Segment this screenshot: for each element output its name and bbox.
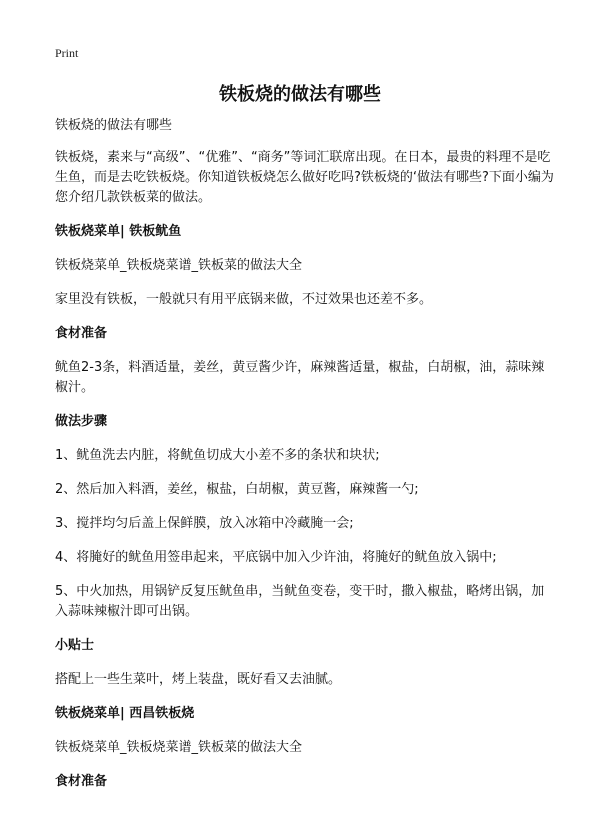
step-item: 5、中火加热，用锅铲反复压鱿鱼串，当鱿鱼变卷，变干时，撒入椒盐，略烤出锅，加入蒜味辣椒汁即可出锅。	[55, 584, 545, 619]
ingredients-heading: 食材准备	[55, 774, 108, 789]
section-heading-squid: 铁板烧菜单| 铁板鱿鱼	[55, 224, 182, 239]
steps-heading: 做法步骤	[55, 414, 108, 429]
step-item: 1、鱿鱼洗去内脏，将鱿鱼切成大小差不多的条状和块状;	[55, 448, 380, 463]
step-item: 4、将腌好的鱿鱼用签串起来，平底锅中加入少许油，将腌好的鱿鱼放入锅中;	[55, 550, 497, 565]
tips-paragraph: 搭配上一些生菜叶，烤上装盘，既好看又去油腻。	[55, 672, 342, 687]
intro-paragraph: 铁板烧，素来与“高级”、“优雅”、“商务”等词汇联席出现。在日本，最贵的料理不是吃生鱼，而是去吃铁板烧。你知道铁板烧怎么做好吃吗?铁板烧的‘做法有哪些?下面小编为您介绍几款铁板菜的做法。	[55, 150, 554, 205]
page-title: 铁板烧的做法有哪些	[219, 84, 381, 105]
step-item: 3、搅拌均匀后盖上保鲜膜，放入冰箱中冷藏腌一会;	[55, 516, 354, 531]
print-link[interactable]: Print	[55, 46, 79, 60]
source-line: 铁板烧菜单_铁板烧菜谱_铁板菜的做法大全	[55, 258, 303, 273]
source-line: 铁板烧菜单_铁板烧菜谱_铁板菜的做法大全	[55, 740, 303, 755]
article-body	[55, 116, 555, 792]
ingredients-paragraph: 鱿鱼2-3条，料酒适量，姜丝，黄豆酱少许，麻辣酱适量，椒盐，白胡椒，油，蒜味辣椒汁。	[55, 360, 545, 395]
step-item: 2、然后加入料酒，姜丝，椒盐，白胡椒，黄豆酱，麻辣酱一勺;	[55, 482, 419, 497]
subtitle: 铁板烧的做法有哪些	[55, 118, 173, 133]
tips-heading: 小贴士	[55, 638, 95, 653]
note-paragraph: 家里没有铁板，一般就只有用平底锅来做，不过效果也还差不多。	[55, 292, 433, 307]
section-heading-xichang: 铁板烧菜单| 西昌铁板烧	[55, 706, 195, 721]
ingredients-heading: 食材准备	[55, 326, 108, 341]
